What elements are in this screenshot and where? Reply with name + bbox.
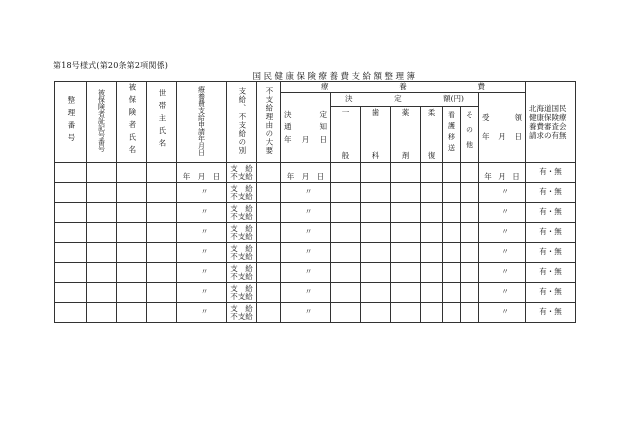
header-fushikyu-riyu: 不支給理由の大要 <box>257 82 281 163</box>
header-shika: 歯 科 <box>361 107 391 163</box>
shikyu-cell[interactable]: 支 給 不支給 <box>227 263 257 283</box>
shikyu-cell[interactable]: 支 給 不支給 <box>227 203 257 223</box>
shinsei-date-cell[interactable]: 年 月 日 <box>177 163 227 183</box>
header-hihokensha-shimei: 被保険者氏名 <box>117 82 147 163</box>
header-sonota: その他 <box>461 107 479 163</box>
kettei-date-cell[interactable]: 年 月 日 <box>281 163 331 183</box>
umu-cell[interactable]: 有・無 <box>526 203 576 223</box>
table-row <box>55 223 576 243</box>
header-juryo: 受 領 年 月 日 <box>479 93 526 163</box>
umu-cell[interactable]: 有・無 <box>526 163 576 183</box>
shikyu-cell[interactable]: 支 給 不支給 <box>227 163 257 183</box>
header-shikyu-betsu: 支給、不支給の別 <box>227 82 257 163</box>
header-jusei: 柔 復 <box>421 107 443 163</box>
header-hokkaido-shinsa: 北海道国民健康保険療養費審査会請求の有無 <box>526 82 576 163</box>
ditto-mark[interactable]: 〃 <box>479 263 526 283</box>
umu-cell[interactable]: 有・無 <box>526 183 576 203</box>
header-ryoyohi-group: 療 養 費 <box>281 82 526 93</box>
ditto-mark[interactable]: 〃 <box>479 283 526 303</box>
ledger-table <box>54 81 576 323</box>
ditto-mark[interactable]: 〃 <box>177 223 227 243</box>
shikyu-cell[interactable]: 支 給 不支給 <box>227 303 257 323</box>
ditto-mark[interactable]: 〃 <box>281 263 331 283</box>
umu-cell[interactable]: 有・無 <box>526 283 576 303</box>
ditto-mark[interactable]: 〃 <box>479 203 526 223</box>
header-ippan: 一 般 <box>331 107 361 163</box>
header-shinsei-date: 療養費支給申請年月日 <box>177 82 227 163</box>
header-kettei-tsuchi: 決 定 通 知 年 月 日 <box>281 93 331 163</box>
ditto-mark[interactable]: 〃 <box>281 243 331 263</box>
header-kango-iso: 看護移送 <box>443 107 461 163</box>
ditto-mark[interactable]: 〃 <box>281 223 331 243</box>
ditto-mark[interactable]: 〃 <box>177 183 227 203</box>
ditto-mark[interactable]: 〃 <box>479 223 526 243</box>
ditto-mark[interactable]: 〃 <box>479 303 526 323</box>
form-number-label: 第18号様式(第20条第2項関係) <box>53 61 169 70</box>
shikyu-cell[interactable]: 支 給 不支給 <box>227 183 257 203</box>
ditto-mark[interactable]: 〃 <box>177 283 227 303</box>
ditto-mark[interactable]: 〃 <box>479 183 526 203</box>
ditto-mark[interactable]: 〃 <box>177 263 227 283</box>
header-yakuzai: 薬 剤 <box>391 107 421 163</box>
header-seiri-bango: 整理番号 <box>55 82 87 163</box>
umu-cell[interactable]: 有・無 <box>526 263 576 283</box>
ditto-mark[interactable]: 〃 <box>479 243 526 263</box>
umu-cell[interactable]: 有・無 <box>526 223 576 243</box>
umu-cell[interactable]: 有・無 <box>526 303 576 323</box>
table-row <box>55 243 576 263</box>
ditto-mark[interactable]: 〃 <box>281 203 331 223</box>
table-row <box>55 283 576 303</box>
shikyu-cell[interactable]: 支 給 不支給 <box>227 283 257 303</box>
ditto-mark[interactable]: 〃 <box>177 303 227 323</box>
ditto-mark[interactable]: 〃 <box>177 203 227 223</box>
umu-cell[interactable]: 有・無 <box>526 243 576 263</box>
header-setainushi-shimei: 世帯主氏名 <box>147 82 177 163</box>
table-row <box>55 183 576 203</box>
table-row <box>55 203 576 223</box>
table-row <box>55 263 576 283</box>
shikyu-cell[interactable]: 支 給 不支給 <box>227 223 257 243</box>
ditto-mark[interactable]: 〃 <box>281 183 331 203</box>
shikyu-cell[interactable]: 支 給 不支給 <box>227 243 257 263</box>
table-row <box>55 163 576 183</box>
ditto-mark[interactable]: 〃 <box>177 243 227 263</box>
header-hihokensha-kigo: 被保険者証記号番号 <box>87 82 117 163</box>
ledger-title: 国民健康保険療養費支給額整理簿 <box>252 72 418 82</box>
juryo-date-cell[interactable]: 年 月 日 <box>479 163 526 183</box>
ditto-mark[interactable]: 〃 <box>281 303 331 323</box>
table-row <box>55 303 576 323</box>
ditto-mark[interactable]: 〃 <box>281 283 331 303</box>
header-kettei-gaku: 決 定 額(円) <box>331 93 479 107</box>
